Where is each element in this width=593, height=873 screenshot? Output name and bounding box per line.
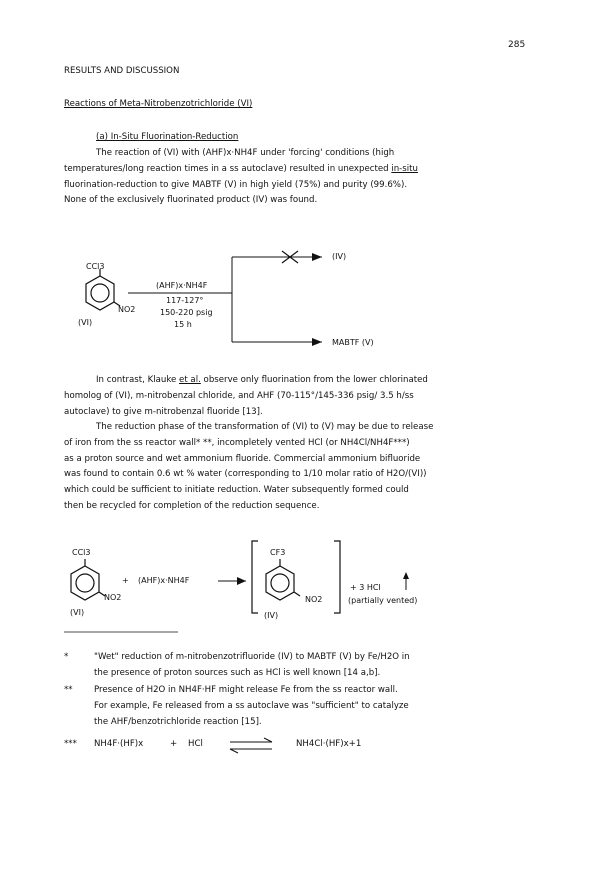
cf3-label: CF3 xyxy=(270,548,286,557)
p3-line: The reduction phase of the transformation of (VI) to (V) may be due to release xyxy=(96,422,434,432)
footnote-2-line: For example, Fe released from a ss autoclave was "sufficient" to catalyze xyxy=(94,701,409,711)
footnote-2-line: Presence of H2O in NH4F·HF might release Fe from the ss reactor wall. xyxy=(94,685,398,695)
et-al-term: et al. xyxy=(179,375,201,385)
footnote-2-mark: ** xyxy=(64,685,73,695)
section-heading: RESULTS AND DISCUSSION xyxy=(64,66,180,76)
p2-text: In contrast, Klauke xyxy=(96,375,180,385)
p1-line: None of the exclusively fluorinated product (IV) was found. xyxy=(64,195,318,206)
footnote-1-mark: * xyxy=(64,652,69,662)
p1-line: fluorination-reduction to give MABTF (V) in high yield (75%) and purity (99.6%). xyxy=(64,179,408,190)
hcl-byproduct: + 3 HCl xyxy=(350,583,381,592)
footnote-3-mark: *** xyxy=(64,739,77,749)
condition-time: 15 h xyxy=(174,320,192,329)
ccl3-label-2: CCl3 xyxy=(72,548,91,557)
reagent-label: (AHF)x·NH4F xyxy=(156,281,208,290)
equilibrium-hcl: HCl xyxy=(188,739,203,749)
sub-a-heading: (a) In-Situ Fluorination-Reduction xyxy=(96,132,239,142)
condition-temp: 117-127° xyxy=(166,296,204,305)
p3-line: as a proton source and wet ammonium fluoride. Commercial ammonium bifluoride xyxy=(64,453,421,464)
no2-label: NO2 xyxy=(118,305,136,314)
equilibrium-right: NH4Cl·(HF)x+1 xyxy=(296,739,362,749)
p2-line: autoclave) to give m-nitrobenzal fluoride [13]. xyxy=(64,406,263,417)
reagent-label-2: (AHF)x·NH4F xyxy=(138,576,190,585)
no2-label-left: NO2 xyxy=(104,593,122,602)
p1-text: temperatures/long reaction times in a ss autoclave) resulted in unexpected xyxy=(64,163,392,174)
p1-line: The reaction of (VI) with (AHF)x·NH4F under 'forcing' conditions (high xyxy=(96,148,395,158)
compound-vi-label: (VI) xyxy=(78,318,93,327)
p3-line: of iron from the ss reactor wall* **, incompletely vented HCl (or NH4Cl/NH4F***) xyxy=(64,437,410,448)
p2-line: homolog of (VI), m-nitrobenzal chloride, and AHF (70-115°/145-336 psig/ 3.5 h/ss xyxy=(64,390,414,401)
footnote-1-line: "Wet" reduction of m-nitrobenzotrifluoride (IV) to MABTF (V) by Fe/H2O in xyxy=(94,652,410,662)
equilibrium-left: NH4F·(HF)x xyxy=(94,739,144,749)
compound-iv-label: (IV) xyxy=(264,611,279,620)
page-number: 285 xyxy=(508,40,526,50)
p3-line: which could be sufficient to initiate reduction. Water subsequently formed could xyxy=(64,485,409,496)
vent-note: (partially vented) xyxy=(348,596,418,605)
product-iv-label: (IV) xyxy=(332,252,347,261)
subsection-heading: Reactions of Meta-Nitrobenzotrichloride (VI) xyxy=(64,99,253,109)
in-situ-term: in-situ xyxy=(391,163,418,174)
product-v-label: MABTF (V) xyxy=(332,338,374,347)
p3-line: then be recycled for completion of the reduction sequence. xyxy=(64,500,320,511)
equilibrium-plus: + xyxy=(170,739,178,749)
footnote-1-line: the presence of proton sources such as HCl is well known [14 a,b]. xyxy=(94,668,381,678)
no2-label-right: NO2 xyxy=(305,595,323,604)
ccl3-label: CCl3 xyxy=(86,262,105,271)
p3-line: was found to contain 0.6 wt % water (corresponding to 1/10 molar ratio of H2O/(VI)) xyxy=(64,469,427,480)
plus-sign: + xyxy=(122,576,129,585)
compound-vi-label-2: (VI) xyxy=(70,608,85,617)
condition-pressure: 150-220 psig xyxy=(160,308,213,317)
footnote-2-line: the AHF/benzotrichloride reaction [15]. xyxy=(94,717,262,727)
p2-text: observe only fluorination from the lower chlorinated xyxy=(200,375,428,385)
